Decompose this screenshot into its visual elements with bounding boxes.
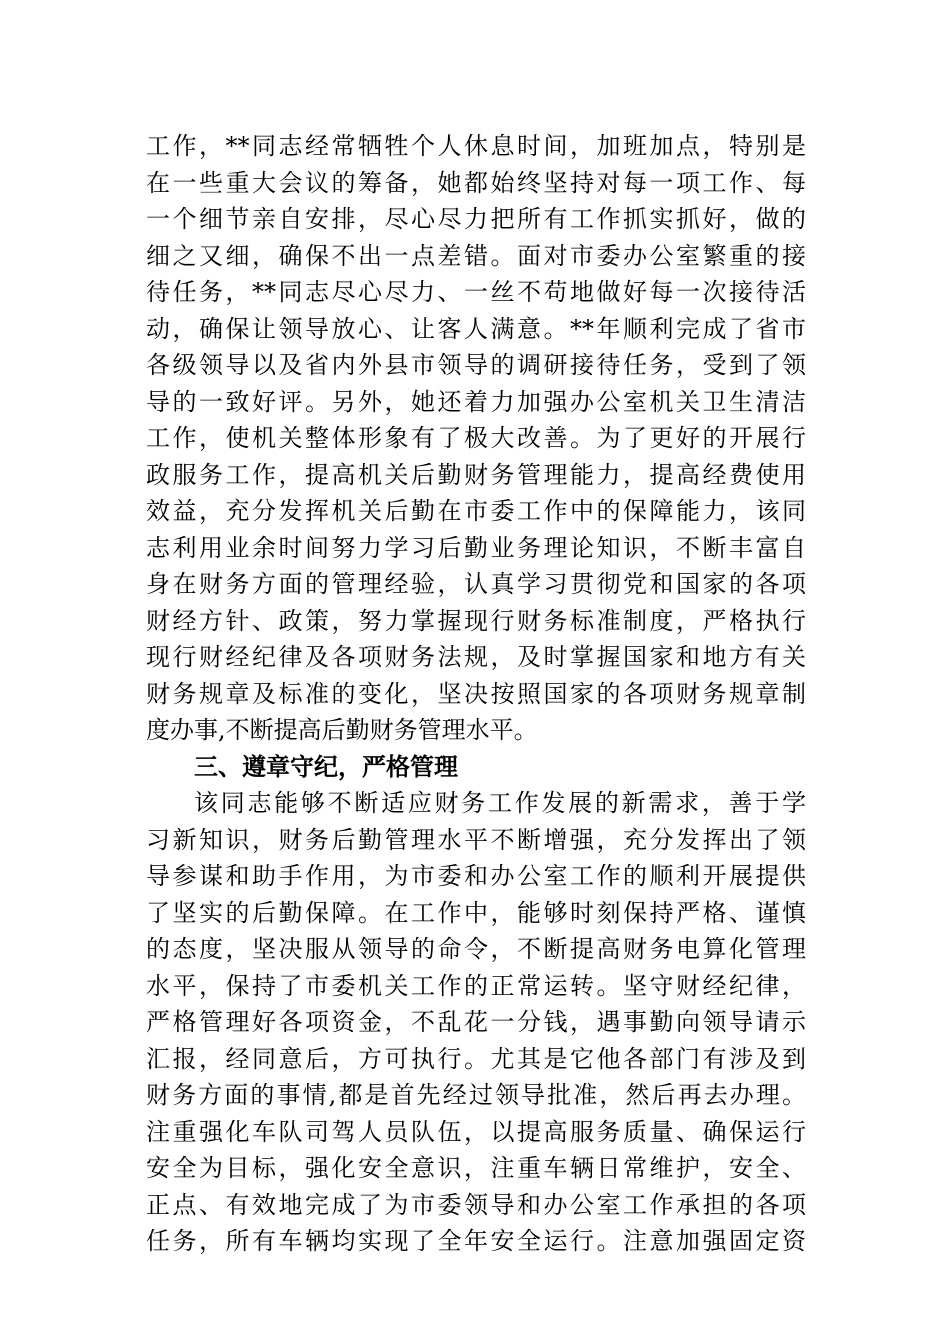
text-line: 一个细节亲自安排，尽心尽力把所有工作抓实抓好，做的 (146, 205, 806, 233)
text-line: 政服务工作，提高机关后勤财务管理能力，提高经费使用 (146, 460, 806, 489)
text-line: 的态度，坚决服从领导的命令，不断提高财务电算化管理 (146, 935, 806, 963)
text-line: 在一些重大会议的筹备，她都始终坚持对每一项工作、每 (146, 168, 806, 197)
section-heading: 三、遵章守纪，严格管理 (194, 752, 458, 781)
text-line: 工作，使机关整体形象有了极大改善。为了更好的开展行 (146, 424, 806, 452)
text-line: 各级领导以及省内外县市领导的调研接待任务，受到了领 (146, 351, 806, 379)
text-line: 动，确保让领导放心、让客人满意。**年顺利完成了省市 (146, 314, 806, 343)
text-line: 财经方针、政策，努力掌握现行财务标准制度，严格执行 (146, 606, 806, 635)
text-line: 待任务，**同志尽心尽力、一丝不苟地做好每一次接待活 (146, 278, 806, 306)
text-line: 导参谋和助手作用，为市委和办公室工作的顺利开展提供 (146, 862, 806, 890)
text-line: 注重强化车队司驾人员队伍，以提高服务质量、确保运行 (146, 1117, 806, 1146)
text-line: 工作，**同志经常牺牲个人休息时间，加班加点，特别是 (146, 132, 806, 160)
text-line: 正点、有效地完成了为市委领导和办公室工作承担的各项 (146, 1190, 806, 1219)
text-line: 志利用业余时间努力学习后勤业务理论知识，不断丰富自 (146, 533, 806, 562)
text-line: 现行财经纪律及各项财务法规，及时掌握国家和地方有关 (146, 643, 806, 671)
text-line: 财务规章及标准的变化，坚决按照国家的各项财务规章制 (146, 679, 806, 708)
text-line: 习新知识，财务后勤管理水平不断增强，充分发挥出了领 (146, 825, 806, 854)
text-line: 任务，所有车辆均实现了全年安全运行。注意加强固定资 (146, 1227, 806, 1255)
text-line: 严格管理好各项资金，不乱花一分钱，遇事勤向领导请示 (146, 1008, 806, 1036)
text-line: 导的一致好评。另外，她还着力加强办公室机关卫生清洁 (146, 387, 806, 416)
text-line: 安全为目标，强化安全意识，注重车辆日常维护，安全、 (146, 1154, 806, 1182)
paragraph-1 (146, 128, 806, 749)
text-line: 财务方面的事情,都是首先经过领导批准，然后再去办理。 (146, 1081, 806, 1109)
text-line: 了坚实的后勤保障。在工作中，能够时刻保持严格、谨慎 (146, 898, 806, 927)
text-line: 效益，充分发挥机关后勤在市委工作中的保障能力，该同 (146, 497, 806, 525)
text-line: 该同志能够不断适应财务工作发展的新需求，善于学 (194, 789, 806, 817)
text-line: 身在财务方面的管理经验，认真学习贯彻党和国家的各项 (146, 570, 806, 598)
paragraph-2 (146, 785, 806, 1260)
text-line: 汇报，经同意后，方可执行。尤其是它他各部门有涉及到 (146, 1044, 806, 1073)
text-line: 度办事,不断提高后勤财务管理水平。 (146, 716, 538, 744)
text-line: 水平，保持了市委机关工作的正常运转。坚守财经纪律， (146, 971, 806, 1000)
text-line: 细之又细，确保不出一点差错。面对市委办公室繁重的接 (146, 241, 806, 270)
document-page (146, 128, 806, 1260)
